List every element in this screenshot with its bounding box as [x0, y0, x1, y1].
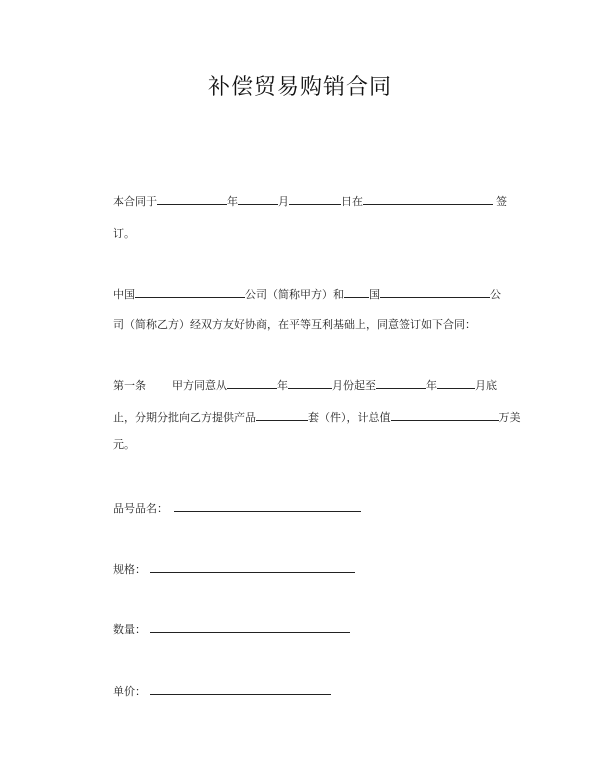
spec-blank[interactable] [150, 561, 355, 573]
country-blank[interactable] [344, 286, 369, 298]
unit-price-label: 单价： [113, 685, 146, 698]
parties-line-2 [113, 318, 476, 332]
month-end-label: 月底 [475, 379, 497, 392]
start-year-blank[interactable] [227, 377, 277, 389]
end-month-blank[interactable] [437, 377, 475, 389]
signed-label-a: 签 [496, 195, 507, 208]
contract-date-line-2 [113, 227, 135, 241]
contract-date-line [113, 193, 507, 209]
million-usd-label-b: 元。 [113, 438, 135, 451]
day-location-label: 日在 [341, 195, 363, 208]
month-label: 月 [278, 195, 289, 208]
end-year-blank[interactable] [376, 377, 426, 389]
quantity-field [113, 621, 350, 637]
sets-total-text: 套（件），计总值 [308, 411, 391, 424]
start-year-label: 年 [277, 379, 288, 392]
article1-line-1 [113, 377, 497, 393]
day-blank[interactable] [289, 193, 341, 205]
year-label: 年 [227, 195, 238, 208]
unit-price-field [113, 683, 331, 699]
party-a-name-blank[interactable] [135, 286, 245, 298]
party-b-label-a: 公 [490, 288, 501, 301]
spec-label: 规格： [113, 563, 146, 576]
party-b-label-b: 司（简称乙方）经双方友好协商，在平等互利基础上，同意签订如下合同： [113, 318, 476, 331]
month-from-label: 月份起至 [332, 379, 376, 392]
china-label: 中国 [113, 288, 135, 301]
country-label: 国 [369, 288, 380, 301]
product-name-label: 品号品名： [113, 502, 168, 515]
parties-line [113, 286, 501, 302]
unit-price-blank[interactable] [150, 683, 331, 695]
sets-blank[interactable] [256, 409, 308, 421]
start-month-blank[interactable] [288, 377, 332, 389]
supply-product-text: 止，分期分批向乙方提供产品 [113, 411, 256, 424]
product-name-field [113, 500, 361, 516]
location-blank[interactable] [363, 193, 493, 205]
article1-label: 第一条 [113, 379, 146, 392]
contract-date-prefix: 本合同于 [113, 195, 157, 208]
total-value-blank[interactable] [391, 409, 499, 421]
year-blank[interactable] [157, 193, 227, 205]
spec-field [113, 561, 355, 577]
article1-line-3 [113, 438, 135, 452]
party-a-agrees-text: 甲方同意从 [172, 379, 227, 392]
quantity-label: 数量： [113, 623, 146, 636]
million-usd-label-a: 万美 [498, 411, 521, 424]
article1-line-2 [113, 409, 521, 425]
party-b-name-blank[interactable] [380, 286, 490, 298]
product-name-blank[interactable] [174, 500, 361, 512]
quantity-blank[interactable] [150, 621, 350, 633]
month-blank[interactable] [238, 193, 278, 205]
signed-label-b: 订。 [113, 227, 135, 240]
end-year-label: 年 [426, 379, 437, 392]
party-a-label: 公司（简称甲方）和 [245, 288, 344, 301]
document-title: 补偿贸易购销合同 [207, 75, 392, 100]
